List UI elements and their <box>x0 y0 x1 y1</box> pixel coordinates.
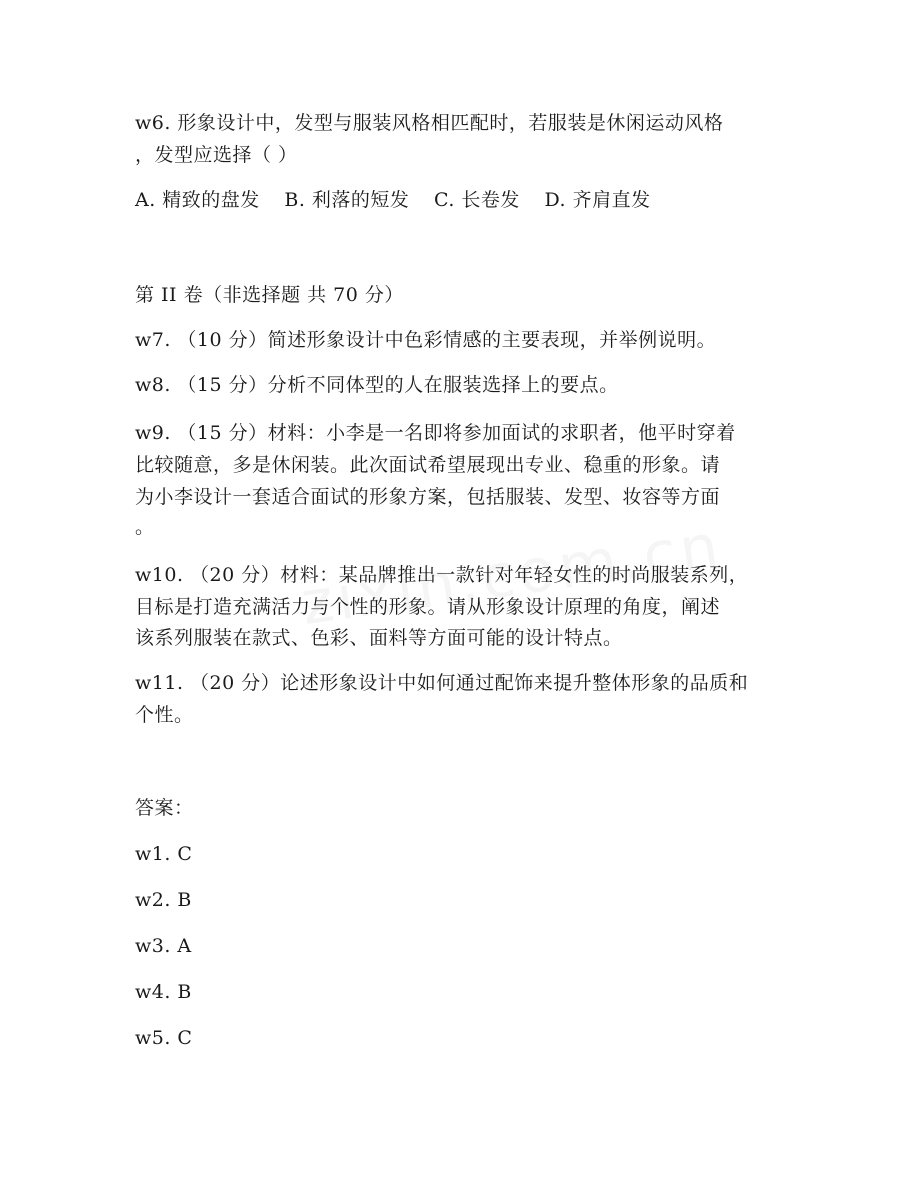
question-10-line-2: 目标是打造充满活力与个性的形象。请从形象设计原理的角度，阐述 <box>135 596 721 618</box>
answer-item-5: w5. C <box>135 1027 193 1049</box>
question-9-line-1: w9. （15 分）材料：小李是一名即将参加面试的求职者，他平时穿着 <box>135 422 736 444</box>
question-11-line-1: w11. （20 分）论述形象设计中如何通过配饰来提升整体形象的品质和 <box>135 672 749 694</box>
question-6-line-1: w6. 形象设计中，发型与服装风格相匹配时，若服装是休闲运动风格 <box>135 112 724 134</box>
answers-heading: 答案： <box>135 797 194 819</box>
option-a: A. 精致的盘发 <box>135 189 260 211</box>
answer-item-4: w4. B <box>135 981 192 1003</box>
question-9-line-4: 。 <box>135 516 155 538</box>
question-6-options <box>135 185 795 215</box>
question-9-line-2: 比较随意，多是休闲装。此次面试希望展现出专业、稳重的形象。请 <box>135 454 721 476</box>
answer-item-3: w3. A <box>135 935 192 957</box>
option-c: C. 长卷发 <box>433 189 520 211</box>
question-8-line-1: w8. （15 分）分析不同体型的人在服装选择上的要点。 <box>135 374 619 396</box>
question-11-line-2: 个性。 <box>135 704 194 726</box>
question-7-line-1: w7. （10 分）简述形象设计中色彩情感的主要表现，并举例说明。 <box>135 329 717 351</box>
question-9-line-3: 为小李设计一套适合面试的形象方案，包括服装、发型、妆容等方面 <box>135 486 721 508</box>
section-2-title: 第 II 卷（非选择题 共 70 分） <box>135 284 404 306</box>
question-10-line-1: w10. （20 分）材料：某品牌推出一款针对年轻女性的时尚服装系列， <box>135 564 749 586</box>
answer-item-1: w1. C <box>135 843 193 865</box>
option-d: D. 齐肩直发 <box>544 189 651 211</box>
answer-item-2: w2. B <box>135 889 192 911</box>
option-b: B. 利落的短发 <box>284 189 410 211</box>
question-6-line-2: ，发型应选择（ ） <box>135 144 298 166</box>
question-10-line-3: 该系列服装在款式、色彩、面料等方面可能的设计特点。 <box>135 627 623 649</box>
